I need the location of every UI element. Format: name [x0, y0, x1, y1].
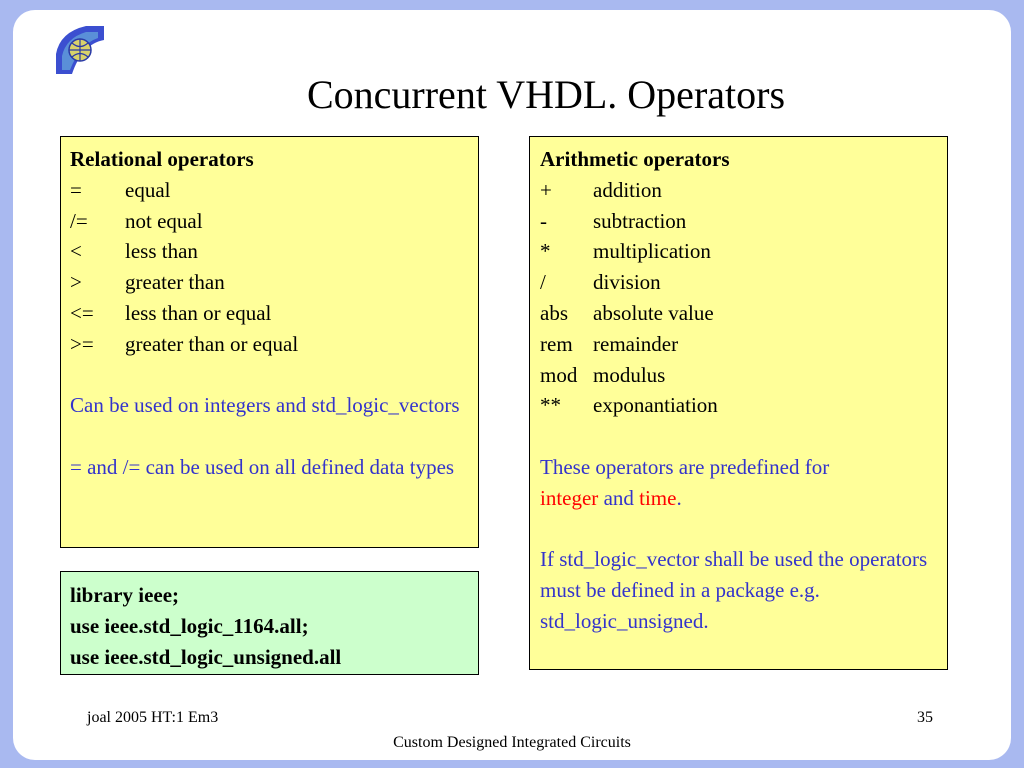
operator-symbol: + — [540, 177, 552, 202]
operator-description: exponantiation — [593, 393, 718, 418]
operator-row — [70, 267, 469, 298]
library-line: library ieee; — [70, 583, 180, 607]
operator-description: absolute value — [593, 300, 714, 325]
operator-row — [540, 175, 937, 206]
operator-symbol: = — [70, 177, 82, 202]
operator-symbol: > — [70, 270, 82, 295]
operator-symbol: ** — [540, 393, 561, 418]
arithmetic-note-predefined — [540, 452, 937, 514]
relational-note-datatypes: = and /= can be used on all defined data types — [70, 454, 455, 479]
operator-symbol: mod — [540, 362, 578, 387]
operator-symbol: rem — [540, 331, 573, 356]
library-line: use ieee.std_logic_1164.all; — [70, 613, 309, 638]
operator-description: less than or equal — [125, 300, 272, 325]
operator-description: remainder — [593, 331, 679, 356]
operator-symbol: * — [540, 239, 551, 264]
operator-row — [70, 298, 469, 329]
operator-symbol: / — [540, 270, 546, 295]
operator-description: not equal — [125, 208, 203, 233]
footer-course-title: Custom Designed Integrated Circuits — [393, 734, 631, 751]
page-number: 35 — [917, 709, 933, 726]
arithmetic-note-std-logic-vector: If std_logic_vector shall be used the operators must be defined in a package e.g. std_logic_unsigned. — [540, 547, 928, 633]
relational-heading: Relational operators — [70, 147, 254, 171]
operator-row — [70, 329, 469, 360]
operator-description: greater than — [125, 270, 225, 295]
relational-operators-box — [60, 136, 479, 548]
operator-description: division — [593, 270, 661, 295]
operator-row — [540, 236, 937, 267]
operator-row — [70, 236, 469, 267]
operator-row — [540, 360, 937, 391]
operator-row — [540, 390, 937, 421]
time-keyword: time — [639, 485, 677, 510]
slide-title: Concurrent VHDL. Operators — [306, 72, 786, 117]
note-text: and — [603, 485, 634, 510]
integer-keyword: integer — [540, 485, 599, 510]
operator-description: equal — [125, 177, 171, 202]
operator-symbol: abs — [540, 300, 568, 325]
university-logo-icon — [52, 24, 108, 76]
operator-description: subtraction — [593, 208, 687, 233]
note-text: These operators are predefined for — [540, 454, 830, 479]
operator-description: modulus — [593, 362, 666, 387]
arithmetic-operators-box — [529, 136, 948, 670]
operator-symbol: /= — [70, 208, 88, 233]
operator-symbol: < — [70, 239, 82, 264]
footer-author: joal 2005 HT:1 Em3 — [87, 709, 219, 726]
operator-row — [540, 206, 937, 237]
operator-row — [540, 329, 937, 360]
operator-symbol: <= — [70, 300, 94, 325]
operator-row — [70, 206, 469, 237]
library-line: use ieee.std_logic_unsigned.all — [70, 644, 342, 669]
operator-description: multiplication — [593, 239, 711, 264]
note-text: . — [676, 485, 682, 510]
operator-description: addition — [593, 177, 662, 202]
operator-row — [540, 298, 937, 329]
operator-description: greater than or equal — [125, 331, 299, 356]
operator-symbol: >= — [70, 331, 94, 356]
operator-description: less than — [125, 239, 198, 264]
relational-note-integers: Can be used on integers and std_logic_vectors — [70, 393, 460, 418]
operator-row — [540, 267, 937, 298]
arithmetic-heading: Arithmetic operators — [540, 147, 730, 171]
operator-row — [70, 175, 469, 206]
operator-symbol: - — [540, 208, 547, 233]
library-box — [60, 571, 479, 675]
